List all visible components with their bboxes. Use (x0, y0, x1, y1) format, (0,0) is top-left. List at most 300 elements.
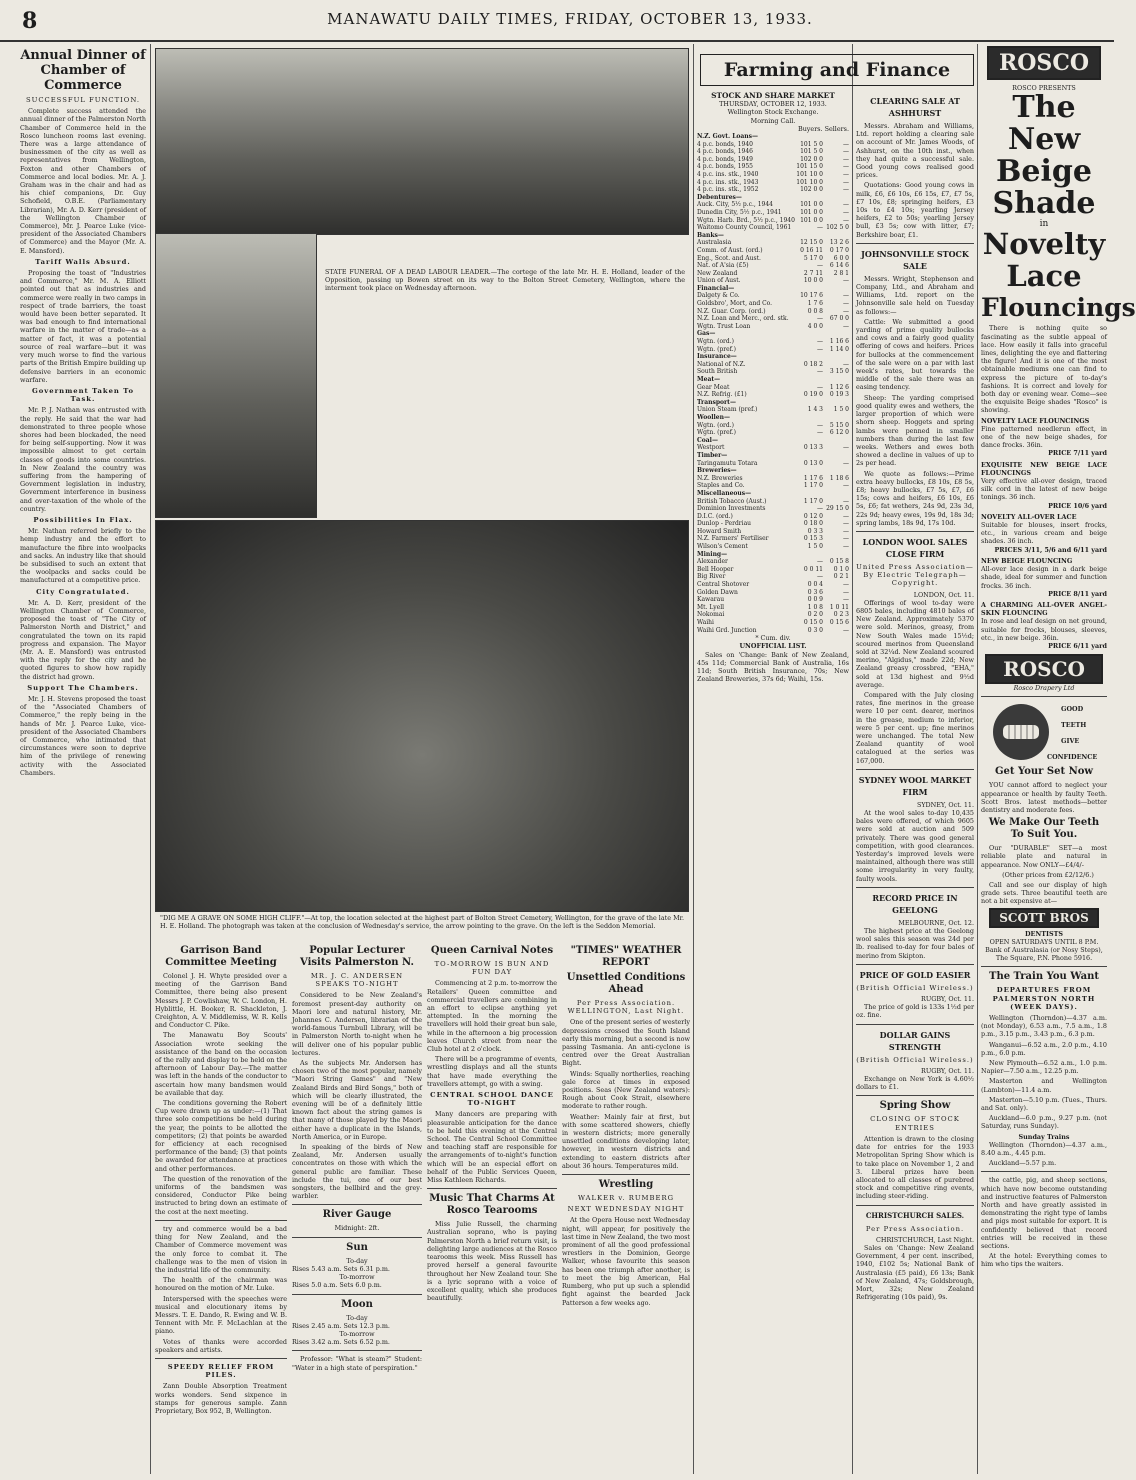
ad-headline: Novelty (982, 227, 1106, 262)
table-row (697, 270, 849, 278)
table-row (697, 528, 849, 536)
train-line: Masterton—5.10 p.m. (Tues., Thurs. and Sat. only). (981, 1095, 1107, 1113)
security-name: Dunlop - Perdriau (697, 520, 752, 528)
buyers-price: 1 17 6 (803, 474, 823, 482)
rosco-item-name: EXQUISITE NEW BEIGE LACE FLOUNCINGS (981, 460, 1107, 477)
security-name: Debentures— (697, 193, 742, 201)
table-row (697, 285, 849, 293)
paragraph: Colonel J. H. Whyte presided over a meeting of the Garrison Band Committee, there being also present Messrs J. P. Cowlishaw, W. C. London, H. Hyblittle, H. Booker, R. Shackleton, J. Creighton, A. V. Middlemiss, W. R. Kells and Conductor C. Pike. (155, 972, 287, 1030)
table-row (697, 338, 849, 346)
dateline: LONDON, Oct. 11. (913, 590, 974, 599)
paragraph: Many dancers are preparing with pleasurable anticipation for the dance to be held this evening at the Central School. The Central School Committee and teaching staff are responsible for the arrangements of to-night's function which will be an especial effort on behalf of the Public Services Queen, Miss Kathleen Richards. (427, 1110, 557, 1185)
buyers-price: 0 12 0 (803, 512, 823, 520)
security-name: Nokomai (697, 611, 725, 619)
paragraph: Weather: Mainly fair at first, but with some scattered showers, chiefly in western districts; more generally unsettled conditions developing later, however, in western districts and extending to eastern districts after about 36 hours. Temperatures mild. (562, 1112, 690, 1170)
byline: (British Official Wireless.) (856, 983, 974, 992)
security-name: Eng., Scot. and Aust. (697, 254, 761, 262)
train-line: Wanganui—6.52 a.m., 2.0 p.m., 4.10 p.m., 6.0 p.m. (981, 1040, 1107, 1057)
buyers-price: 1 0 8 (807, 603, 823, 611)
sellers-price: — (843, 520, 849, 528)
ad-headline: Flouncings (981, 293, 1136, 323)
sellers-price: 6 12 0 (829, 429, 849, 437)
scott-bros-logo: SCOTT BROS (989, 908, 1099, 928)
security-name: Bell Hooper (697, 565, 734, 573)
security-name: British Tobacco (Aust.) (697, 497, 767, 505)
sellers-price: — (843, 300, 849, 308)
buyers-price: 10 0 0 (803, 277, 823, 285)
unofficial-heading: UNOFFICIAL LIST. (739, 642, 807, 651)
buyers-price (796, 414, 823, 422)
buyers-price: 12 15 0 (800, 239, 823, 247)
table-row (697, 604, 849, 612)
table-row (697, 535, 849, 543)
table-row (697, 148, 849, 156)
table-row (697, 414, 849, 422)
paragraph: Attention is drawn to the closing date for entries for the 1933 Metropolitan Spring Show which is to take place on November 1, 2 and 3. Liberal prizes have been allocated to all classes of purebred stock and competitive ring events, including steer-riding. (856, 1134, 974, 1201)
security-name: Wgtn. Trust Loan (697, 322, 751, 330)
filler-joke: At the hotel: Everything comes to him who tips the waiters. (981, 1252, 1107, 1269)
sellers-price: 67 0 0 (829, 315, 849, 323)
security-name: Golden Dawn (697, 588, 738, 596)
buyers-price: 0 19 0 (803, 391, 823, 399)
dateline: RUGBY, Oct. 11. (921, 995, 974, 1004)
table-row (697, 505, 849, 513)
paragraph: Mr. Nathan referred briefly to the hemp industry and the effort to manufacture the fibre into woolpacks and sacks. An industry like that should be subsidised to such an extent that the woolpacks and sacks could be manufactured at a competitive price. (20, 527, 146, 585)
security-name: Wgtn. (pref.) (697, 345, 736, 353)
paragraph: Cattle: We submitted a good yarding of prime quality bullocks and cows and a fairly good quality offering of cows and heifers. Prices for bullocks at the commencement of the sale were on a par with last week's rates, but towards the middle of the sale there was an easing tendency. (856, 317, 974, 392)
sellers-price (823, 437, 849, 445)
table-row (697, 475, 849, 483)
sellers-price (823, 376, 849, 384)
paragraph: Winds: Squally northerlies, reaching gale force at times in exposed positions. Seas (New Zealand waters): Rough about Cook Strait, elsewhere moderate to rather rough. (562, 1069, 690, 1111)
paragraph: Proposing the toast of "Industries and Commerce," Mr. M. A. Elliott pointed out that as industries and commerce were really in two camps in respect of trade barriers, the toast would have been better separated. It was bad enough to find international warfare in the matter of trade—as a matter of fact, it was a potential source of real warfare—but it was very much worse to find the various parts of the British Empire building up defensive barriers in an economic warfare. (20, 269, 147, 384)
paragraph: Sheep: The yarding comprised good quality ewes and wethers, the larger proportion of which were shorn sheep. Hoggets and spring lambs were penned in smaller numbers than during the last few weeks. Wethers and ewes both showed a decline in values of up to 2s per head. (856, 393, 974, 468)
paragraph: One of the present series of westerly depressions crossed the South Island early this morning, but a second is now passing Tasmania. An anti-cyclone is centred over the Great Australian Bight. (562, 1018, 690, 1068)
security-name: Wgtn. Harb. Brd., 5½ p.c., 1940 (697, 216, 795, 224)
table-row (697, 520, 849, 528)
table-row (697, 255, 849, 263)
train-line: Auckland—6.0 p.m., 9.27 p.m. (not Saturday, runs Sunday). (981, 1114, 1107, 1131)
paragraph: Sales on 'Change: Bank of New Zealand, 45s 11d; Commercial Bank of Australia, 16s 11d; South British Insurance, 70s; New Zealand Breweries, 37s 6d; Waihi, 15s. (697, 650, 849, 684)
buyers-price (796, 551, 823, 559)
sellers-price: 0 17 0 (829, 246, 849, 254)
sellers-price: 3 15 0 (829, 368, 849, 376)
sellers-price: — (843, 459, 849, 467)
table-row (697, 353, 849, 361)
paragraph: Considered to be New Zealand's foremost present-day authority on Maori lore and natural history, Mr. Johannes C. Andersen, librarian of the world-famous Turnbull Library, will be in Palmerston North to-night when he will deliver one of his popular public lectures. (292, 991, 422, 1057)
table-row (697, 323, 849, 331)
security-name: Australasia (697, 239, 732, 247)
security-name: South British (697, 368, 738, 376)
spring-show-headline: Spring Show (879, 1100, 951, 1112)
table-row (697, 452, 849, 460)
sun-today-label: To-day (346, 1256, 368, 1265)
rosco-item-price: PRICE 7/11 yard (1048, 449, 1107, 458)
rosco-item-name: A CHARMING ALL-OVER ANGEL-SKIN FLOUNCING (981, 600, 1107, 618)
paragraph: The health of the chairman was honoured on the motion of Mr. Luke. (155, 1276, 287, 1293)
security-name: Woollen— (697, 413, 730, 421)
train-headline: The Train You Want (989, 971, 1099, 983)
paragraph: Sales on 'Change: New Zealand Government, 4 per cent. inscribed, 1940, £102 5s; National Bank of Australasia (£5 paid), £6 13s; Bank of New Zealand, 47s; Goldsbrough, Mort, 32s; New Zealand Refrigerating (10s paid), 9s. (856, 1243, 974, 1302)
buyers-price: 1 4 3 (807, 406, 823, 414)
column-rule (693, 44, 694, 1474)
dentist-word: TEETH (1061, 721, 1087, 730)
table-row (697, 209, 849, 217)
geelong-headline: RECORD PRICE IN GEELONG (872, 892, 958, 915)
list-item (981, 461, 1107, 510)
sellers-price: — (843, 512, 849, 520)
newspaper-title: MANAWATU DAILY TIMES, FRIDAY, OCTOBER 13, 1933. (327, 10, 813, 28)
sellers-price: 1 0 11 (829, 603, 849, 611)
security-name: Westport (697, 444, 725, 452)
buyers-price: 101 0 0 (800, 201, 823, 209)
rosco-item-price: PRICE 8/11 yard (1048, 589, 1107, 598)
paragraph: Call and see our display of high grade sets. Three beautiful teeth are not a bit expensive at— (981, 880, 1107, 906)
lecturer-article (292, 942, 422, 1472)
table-row (697, 399, 849, 407)
security-name: 4 p.c. bonds, 1949 (697, 155, 753, 163)
table-row (697, 292, 849, 300)
weather-article (562, 942, 690, 1472)
buyers-price: 101 0 0 (800, 208, 823, 216)
sellers-price (823, 133, 849, 141)
dateline: RUGBY, Oct. 11. (921, 1066, 974, 1075)
sellers-price: — (843, 307, 849, 315)
exchange-name: Wellington Stock Exchange. (727, 108, 819, 117)
table-row (697, 300, 849, 308)
buyers-price: 1 17 0 (803, 482, 823, 490)
sellers-price: — (843, 626, 849, 634)
train-line: Masterton and Wellington (Lambton)—11.4 a.m. (981, 1077, 1107, 1094)
column-rule (977, 44, 978, 1474)
buyers-price: 0 18 0 (803, 520, 823, 528)
call-name: Morning Call. (750, 116, 796, 125)
dentist-word: GOOD (1061, 705, 1084, 714)
buyers-price (796, 232, 823, 240)
buyers-price: 101 5 0 (800, 148, 823, 156)
paragraph: Messrs. Wright, Stephenson and Company, Ltd., and Abraham and Williams, Ltd. report on the Johnsonville sale held on Tuesday as follows:— (856, 274, 974, 316)
table-row (697, 444, 849, 452)
security-name: Financial— (697, 284, 735, 292)
rosco-item-name: NOVELTY LACE FLOUNCINGS (981, 416, 1090, 425)
sun-today-times: Rises 5.43 a.m. Sets 6.31 p.m. (292, 1264, 390, 1273)
security-name: Taringamutu Totara (697, 459, 758, 467)
train-subhead: DEPARTURES FROM PALMERSTON NORTH (WEEK DAYS). (992, 986, 1096, 1011)
buyers-price (796, 133, 823, 141)
security-name: Goldsbro', Mort, and Co. (697, 300, 773, 308)
filler-joke: Professor: "What is steam?" Student: "Water in a high state of perspiration." (292, 1355, 422, 1372)
sellers-price: 1 18 6 (829, 474, 849, 482)
chamber-article (20, 46, 146, 1471)
london-wool-headline: LONDON WOOL SALES CLOSE FIRM (862, 536, 968, 559)
buyers-price: — (817, 505, 823, 513)
table-row (697, 156, 849, 164)
sellers-price: — (843, 216, 849, 224)
paragraph: Quotations: Good young cows in milk, £6, £6 10s, £6 15s, £7, £7 5s, £7 10s, £8; springing heifers, £3 10s to £4 10s; yearling Jersey heifers, £2 to 50s; yearling Jersey bull, £3 5s; cow with litter, £7; Berkshire boar, £1. (856, 181, 974, 239)
funeral-photo-lower (155, 233, 317, 518)
buyers-price: 10 17 6 (800, 292, 823, 300)
security-name: N.Z. Farmers' Fertiliser (697, 535, 769, 543)
sellers-price: — (843, 178, 849, 186)
rosco-item-name: NEW BEIGE FLOUNCING (981, 556, 1073, 565)
table-row (697, 224, 849, 232)
paragraph: The Manawatu Boy Scouts' Association wrote seeking the assistance of the band on the occasion of the rally and display to be held on the afternoon of Labour Day.—The matter was left in the hands of the conductor to ascertain how many bandsmen would be available that day. (155, 1031, 287, 1097)
article-headline: Annual Dinner of Chamber of Commerce (20, 48, 146, 93)
buyers-price: — (817, 315, 823, 323)
dateline: SYDNEY, Oct. 11. (916, 800, 974, 809)
sydney-wool-headline: SYDNEY WOOL MARKET FIRM (858, 774, 972, 797)
buyers-price: 4 0 0 (807, 322, 823, 330)
paragraph: Mr. P. J. Nathan was entrusted with the reply. He said that the war had demonstrated to three people whose shores had been blockaded, the need for being self-supporting. Now it was impossible almost to get certain classes of goods into some countries. In New Zealand the country was suffering from the hampering of Government legislation in industry, Government interference in business and over-taxation of the whole of the country. (20, 406, 146, 513)
sellers-price (823, 194, 849, 202)
paragraph: Our "DURABLE" SET—a most reliable plate and natural in appearance. Now ONLY—£4/4/- (981, 844, 1107, 869)
ad-headline: Lace (1006, 259, 1082, 294)
buyers-price (796, 467, 823, 475)
table-row (697, 619, 849, 627)
table-row (697, 596, 849, 604)
table-row (697, 308, 849, 316)
security-name: Wilson's Cement (697, 543, 748, 551)
buyers-price: 0 0 4 (807, 581, 823, 589)
paragraph: There will be a programme of events, wrestling displays and all the stunts that have made everything the travellers attempt, go with a swing. (427, 1055, 557, 1088)
security-name: 4 p.c. ins. stk., 1943 (697, 178, 759, 186)
sellers-price (823, 452, 849, 460)
ad-headline: in (1039, 219, 1049, 230)
table-row (697, 186, 849, 194)
table-row (697, 247, 849, 255)
paragraph: As the subjects Mr. Andersen has chosen two of the most popular, namely "Maori String Games" and "New Zealand Birds and Bird Songs," both of which will be clearly illustrated, the evening will be of a definitely little known fact about the string games is that many of those played by the Maori either have a duplicate in the Islands, North America, or in Europe. (292, 1059, 422, 1141)
sellers-price: — (843, 497, 849, 505)
security-name: Wgtn. (ord.) (697, 421, 735, 429)
market-columns: Buyers. Sellers. (798, 124, 849, 133)
paragraph: Mr. J. H. Stevens proposed the toast of the "Associated Chambers of Commerce," the reply being in the hands of Mr. J. Pearce Luke, vice-president of the Associated Chambers of Commerce, who intimated that circumstances were soon to deprive him of the privilege of renewing activity with the Associated Chambers. (20, 695, 146, 777)
table-row (697, 179, 849, 187)
dentist-address: Bank of Australasia (or Nosy Steps), The Square, P.N. Phone 5916. (985, 945, 1103, 963)
sellers-price: — (843, 588, 849, 596)
article-headline: "TIMES" WEATHER REPORT (570, 945, 682, 968)
table-row (697, 581, 849, 589)
sellers-price: 102 5 0 (826, 224, 849, 232)
sellers-price: 13 2 6 (829, 239, 849, 247)
table-row (697, 384, 849, 392)
paragraph: the cattle, pig, and sheep sections, which have now become outstanding and instructive features of Palmerston North and have greatly assisted in demonstrating the right type of lambs and pigs most suitable for export. It is confidently believed that record entries will be received in these sections. (981, 1176, 1107, 1251)
moon-tomorrow-times: Rises 3.42 a.m. Sets 6.52 p.m. (292, 1338, 390, 1347)
photo-caption: STATE FUNERAL OF A DEAD LABOUR LEADER.—The cortege of the late Mr. H. E. Holland, leader of the Opposition, passing up Bowen street on its way to the Bolton Street Cemetery, Wellington, where the interment took place on Wednesday afternoon. (325, 268, 685, 292)
byline: United Press Association—By Electric Telegraph—Copyright. (856, 562, 974, 588)
security-name: Mt. Lyell (697, 603, 725, 611)
security-name: Dominion Investments (697, 505, 766, 513)
sunday-trains-heading: Sunday Trains (1018, 1132, 1070, 1141)
dentist-sub: DENTISTS (1025, 929, 1063, 938)
buyers-price: 0 0 9 (807, 596, 823, 604)
stock-market-section (697, 92, 849, 1472)
finance-news-column (856, 92, 974, 1472)
buyers-price: 0 0 11 (803, 565, 823, 573)
christchurch-headline: CHRISTCHURCH SALES. (865, 1210, 965, 1220)
rosco-logo-2: ROSCO (985, 654, 1103, 684)
buyers-price: — (817, 338, 823, 346)
wrestling-heading: Wrestling (598, 1179, 654, 1191)
sellers-price: — (843, 543, 849, 551)
table-row (697, 361, 849, 369)
table-row (697, 376, 849, 384)
paragraph: Messrs. Abraham and Williams, Ltd. report holding a clearing sale on account of Mr. James Woods, of Ashhurst, on the 10th inst., when they had quite a successful sale. Good young cows realised good prices. (856, 122, 974, 180)
table-row (697, 171, 849, 179)
market-note: * Cum. div. (755, 634, 791, 643)
sellers-price: — (843, 170, 849, 178)
buyers-price (796, 399, 823, 407)
security-name: D.I.C. (ord.) (697, 512, 733, 520)
security-name: Wgtn. (ord.) (697, 338, 735, 346)
table-row (697, 239, 849, 247)
security-name: Waihi Grd. Junction (697, 626, 757, 634)
sellers-price (823, 414, 849, 422)
spring-show-subhead: CLOSING OF STOCK ENTRIES (870, 1115, 960, 1132)
security-name: Waitomo County Council, 1961 (697, 224, 792, 232)
dentist-headline: Get Your Set Now (994, 766, 1094, 778)
table-row (697, 558, 849, 566)
ad-headline: Shade (992, 186, 1096, 222)
buyers-price (796, 376, 823, 384)
rosco-logo: ROSCO (987, 46, 1101, 80)
section-heading: Government Taken To Task. (31, 386, 135, 404)
ad-intro: There is nothing quite so fascinating as the subtle appeal of lace. How easily it falls into graceful lines, delighting the eye and flattering the figure! And it is one of the most obtainable mediums one can find to express the picture of to-day's fashions. It is correct and lovely for both day or evening wear. Come—see the exquisite Beige shades "Rosco" is showing. (981, 324, 1107, 415)
wrestling-subhead: WALKER v. RUMBERG (577, 1194, 675, 1203)
buyers-price (796, 490, 823, 498)
paragraph: The question of the renovation of the uniforms of the bandsmen was considered, Conductor Pike being instructed to bring down an estimate of the cost at the next meeting. (155, 1174, 287, 1216)
rosco-logo-sub: Rosco Drapery Ltd (1013, 684, 1075, 693)
sellers-price: — (843, 581, 849, 589)
sellers-price: 0 15 6 (829, 619, 849, 627)
stock-table (697, 133, 849, 634)
security-name: Insurance— (697, 353, 737, 361)
sellers-price: 6 0 0 (833, 254, 849, 262)
market-date: THURSDAY, OCTOBER 12, 1933. (719, 100, 827, 109)
security-name: 4 p.c. bonds, 1946 (697, 148, 753, 156)
table-row (697, 391, 849, 399)
list-item (981, 601, 1107, 650)
buyers-price: 101 10 0 (796, 178, 823, 186)
buyers-price: 0 3 0 (807, 626, 823, 634)
byline: (British Official Wireless.) (856, 1055, 974, 1064)
buyers-price: — (817, 558, 823, 566)
buyers-price: 2 7 11 (803, 269, 823, 277)
security-name: Breweries— (697, 467, 737, 475)
rosco-presents: ROSCO PRESENTS (1012, 84, 1076, 92)
clearing-headline: CLEARING SALE AT ASHHURST (870, 96, 960, 118)
rosco-item-name: NOVELTY ALL-OVER LACE (981, 512, 1077, 521)
article-subhead: MR. J. C. ANDERSEN SPEAKS TO-NIGHT (310, 972, 404, 989)
sellers-price: 5 15 0 (829, 421, 849, 429)
paragraph: The price of gold is 133s 1½d per oz. fine. (856, 1003, 974, 1020)
moon-tomorrow-label: To-morrow (339, 1329, 375, 1338)
rosco-item-list (981, 417, 1107, 650)
grave-photo (155, 520, 689, 912)
table-row (697, 589, 849, 597)
sun-heading: Sun (346, 1241, 368, 1253)
sellers-price: — (843, 527, 849, 535)
security-name: National of N.Z. (697, 360, 746, 368)
table-row (697, 566, 849, 574)
dateline: MELBOURNE, Oct. 12. (898, 918, 974, 927)
sellers-price: 6 14 6 (829, 262, 849, 270)
rosco-item-price: PRICE 10/6 yard (1048, 501, 1107, 510)
section-heading: CENTRAL SCHOOL DANCE TO-NIGHT (430, 1091, 554, 1108)
farming-finance-banner: Farming and Finance (700, 54, 974, 86)
buyers-price: 102 0 0 (800, 186, 823, 194)
sellers-price: 0 1 0 (833, 565, 849, 573)
sellers-price (823, 353, 849, 361)
buyers-price: 0 13 0 (803, 459, 823, 467)
security-name: N.Z. Govt. Loans— (697, 133, 759, 141)
list-item (981, 513, 1107, 554)
security-name: Gas— (697, 330, 716, 338)
list-item (981, 417, 1107, 458)
table-row (697, 513, 849, 521)
table-row (697, 429, 849, 437)
ad-headline: Beige (996, 154, 1092, 190)
train-line: New Plymouth—6.52 a.m., 1.0 p.m. Napier—7.50 a.m., 12.25 p.m. (981, 1059, 1107, 1076)
buyers-price: 0 18 2 (803, 360, 823, 368)
moon-today-times: Rises 2.45 a.m. Sets 12.3 p.m. (292, 1321, 390, 1330)
advert-column (981, 46, 1136, 1471)
column-rule (150, 44, 151, 1474)
sellers-price (823, 551, 849, 559)
article-headline: Queen Carnival Notes (430, 945, 554, 956)
table-row (697, 627, 849, 635)
table-row (697, 141, 849, 149)
security-name: New Zealand (697, 269, 738, 277)
table-row (697, 201, 849, 209)
moon-heading: Moon (341, 1298, 373, 1310)
dentist-hours: OPEN SATURDAYS UNTIL 8 P.M. (989, 937, 1099, 946)
buyers-price: — (817, 262, 823, 270)
sellers-price: 29 15 0 (826, 505, 849, 513)
security-name: Miscellaneous— (697, 489, 752, 497)
buyers-price (796, 437, 823, 445)
paragraph: The highest price at the Geelong wool sales this season was 24d per lb. realised to-day for four bales of merino from Skipton. (856, 927, 974, 960)
dentist-word: GIVE (1061, 737, 1080, 746)
sellers-price: — (843, 482, 849, 490)
buyers-price: — (817, 429, 823, 437)
sellers-price: — (843, 535, 849, 543)
sellers-price: 1 16 6 (829, 338, 849, 346)
sellers-price: 0 15 8 (829, 558, 849, 566)
security-name: N.Z. Refrig. (£1) (697, 391, 747, 399)
sellers-price: — (843, 596, 849, 604)
sellers-price: 0 2 3 (833, 611, 849, 619)
river-gauge-heading: River Gauge (322, 1209, 392, 1221)
buyers-price: 0 0 8 (807, 307, 823, 315)
paragraph: At the wool sales to-day 10,435 bales were offered, of which 9605 were sold at auction and 509 privately. There was good general competition, with good clearances. Yesterday's improved levels were maintained, although there was still some irregularity in very faulty, faulty wools. (856, 809, 974, 883)
security-name: Auck. City, 5½ p.c., 1944 (697, 201, 773, 209)
paragraph: Complete success attended the annual dinner of the Palmerston North Chamber of Commerce held in the Rosco luncheon rooms last evening. There was a large attendance of businessmen of the city as well as representatives from Wellington, Foxton and other Chambers of Commerce and local bodies. Mr. A. J. Graham was in the chair and had as his chief companions, Dr. Guy Schofield, O.B.E. (Parliamentary Librarian), Mr. A. D. Kerr (president of the Wellington Chamber of Commerce), Mr. J. Pearce Luke (vice-president of the Associated Chambers of Commerce) and the Mayor (Mr. A. E. Mansford). (20, 107, 146, 255)
byline: Per Press Association. (865, 1224, 965, 1233)
table-row (697, 232, 849, 240)
buyers-price: 0 13 3 (803, 444, 823, 452)
dentist-teeth-graphic (981, 701, 1107, 763)
security-name: 4 p.c. ins. stk., 1952 (697, 186, 759, 194)
table-row (697, 262, 849, 270)
table-row (697, 277, 849, 285)
sellers-price (823, 467, 849, 475)
buyers-price: — (817, 224, 823, 232)
byline: Per Press Association. WELLINGTON, Last Night. (567, 999, 685, 1016)
sellers-price: — (843, 186, 849, 194)
table-row (697, 482, 849, 490)
train-line: Wellington (Thorndon)—4.37 a.m. (not Monday), 6.53 a.m., 7.5 a.m., 1.8 p.m., 3.15 p.m., 3.43 p.m., 6.3 p.m. (981, 1013, 1107, 1039)
section-heading: Tariff Walls Absurd. (35, 257, 131, 266)
